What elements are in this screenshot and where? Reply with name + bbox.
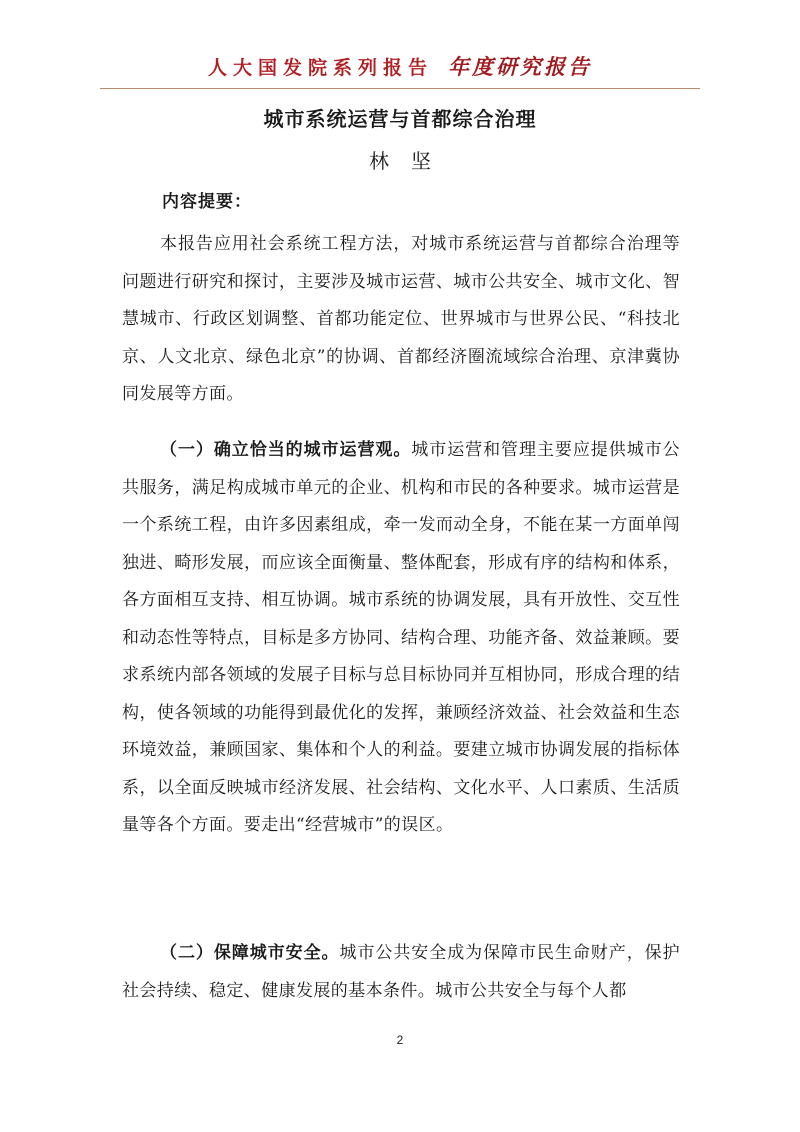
abstract-paragraph [122,226,680,414]
section-paragraph-city-operation [122,432,680,845]
page-number: 2 [396,1033,404,1047]
section-paragraph-city-safety [122,935,680,1010]
paragraph-body: 城市运营和管理主要应提供城市公共服务，满足构成城市单元的企业、机构和市民的各种要求。城市运营是一个系统工程，由许多因素组成，牵一发而动全身，不能在某一方面单闯独进、畸形发展，而应该全面衡量、整体配套，形成有序的结构和体系，各方面相互支持、相互协调。城市系统的协调发展，具有开放性、交互性和动态性等特点，目标是多方协同、结构合理、功能齐备、效益兼顾。要求系统内部各领域的发展子目标与总目标协同并互相协同，形成合理的结构，使各领域的功能得到最优化的发挥，兼顾经济效益、社会效益和生态环境效益，兼顾国家、集体和个人的利益。要建立城市协调发展的指标体系，以全面反映城市经济发展、社会结构、文化水平、人口素质、生活质量等各个方面。要走出“经营城市”的误区。 [122,440,680,835]
section-heading-city-operation: （一）确立恰当的城市运营观。 [160,440,412,460]
document-title: 城市系统运营与首都综合治理 [263,107,537,131]
report-series-title: 人大国发院系列报告 [207,57,433,79]
paragraph-body: 城市公共安全成为保障市民生命财产，保护社会持续、稳定、健康发展的基本条件。城市公共安全与每个人都 [122,943,680,1001]
abstract-label: 内容提要： [162,192,252,212]
author-name: 林坚 [369,149,453,173]
paragraph-body: 本报告应用社会系统工程方法，对城市系统运营与首都综合治理等问题进行研究和探讨，主要涉及城市运营、城市公共安全、城市文化、智慧城市、行政区划调整、首都功能定位、世界城市与世界公民、“科技北京、人文北京、绿色北京”的协调、首都经济圈流域综合治理、京津冀协同发展等方面。 [122,234,680,404]
section-heading-city-safety: （二）保障城市安全。 [160,943,340,963]
report-header [100,52,700,89]
report-type-label: 年度研究报告 [448,54,593,79]
